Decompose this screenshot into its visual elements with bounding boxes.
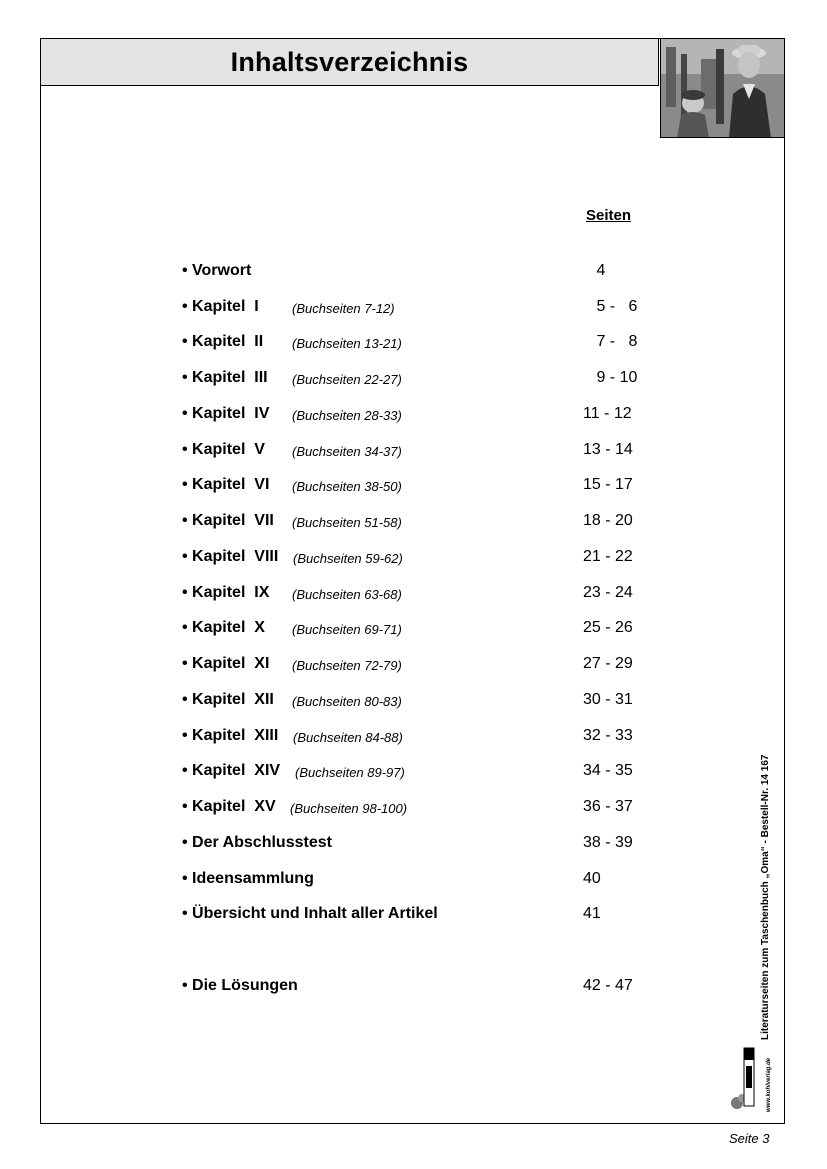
toc-label: • Kapitel X [182,619,265,636]
toc-book-pages: (Buchseiten 22-27) [292,372,402,387]
toc-pages: 15 - 17 [583,476,633,493]
toc-row [182,798,642,820]
toc-pages: 9 - 10 [592,369,638,386]
toc-label: • Kapitel V [182,441,265,458]
toc-label: • Kapitel VII [182,512,274,529]
toc-row [182,405,642,427]
toc-row [182,262,642,284]
toc-pages: 13 - 14 [583,441,633,458]
toc-pages: 4 [592,262,606,279]
toc-pages: 38 - 39 [583,834,633,851]
toc-row [182,870,642,892]
page-number: Seite 3 [729,1131,770,1146]
toc-label: • Kapitel XIII [182,727,279,744]
toc-book-pages: (Buchseiten 59-62) [293,551,403,566]
toc-book-pages: (Buchseiten 28-33) [292,408,402,423]
publisher-website: www.kohlverlag.de [766,1057,772,1112]
toc-row [182,476,642,498]
toc-label: • Kapitel XII [182,691,274,708]
toc-pages: 34 - 35 [583,762,633,779]
toc-book-pages: (Buchseiten 7-12) [292,301,395,316]
toc-row [182,762,642,784]
column-header-pages: Seiten [586,207,632,224]
toc-row [182,905,642,927]
toc-label: • Kapitel I [182,298,259,315]
toc-label: • Der Abschlusstest [182,834,332,851]
toc-pages: 18 - 20 [583,512,633,529]
toc-label: • Die Lösungen [182,977,298,994]
toc-pages: 42 - 47 [583,977,633,994]
toc-label: • Kapitel XV [182,798,276,815]
toc-row [182,655,642,677]
toc-label: • Ideensammlung [182,870,314,887]
toc-label: • Kapitel IX [182,584,270,601]
toc-row [182,727,642,749]
toc-book-pages: (Buchseiten 69-71) [292,622,402,637]
toc-pages: 40 [583,870,601,887]
toc-label: • Vorwort [182,262,252,279]
toc-pages: 36 - 37 [583,798,633,815]
toc-book-pages: (Buchseiten 13-21) [292,336,402,351]
toc-row [182,512,642,534]
toc-book-pages: (Buchseiten 38-50) [292,479,402,494]
toc-row [182,548,642,570]
toc-label: • Übersicht und Inhalt aller Artikel [182,905,438,922]
toc-book-pages: (Buchseiten 72-79) [292,658,402,673]
toc-row [182,977,642,999]
toc-row [182,691,642,713]
toc-row [182,619,642,641]
toc-book-pages: (Buchseiten 63-68) [292,587,402,602]
toc-label: • Kapitel VI [182,476,270,493]
toc-label: • Kapitel XIV [182,762,281,779]
toc-book-pages: (Buchseiten 84-88) [293,730,403,745]
toc-row [182,298,642,320]
toc-book-pages: (Buchseiten 98-100) [290,801,408,816]
publisher-order-note: Literaturseiten zum Taschenbuch „Oma“ - Bestell-Nr. 14 167 [760,754,771,1040]
toc-book-pages: (Buchseiten 34-37) [292,444,402,459]
toc-pages: 41 [583,905,601,922]
toc-label: • Kapitel III [182,369,268,386]
toc-row [182,584,642,606]
toc-book-pages: (Buchseiten 89-97) [295,765,405,780]
toc-pages: 21 - 22 [583,548,633,565]
toc-row [182,441,642,463]
toc-label: • Kapitel VIII [182,548,279,565]
toc-pages: 11 - 12 [583,405,632,422]
toc-label: • Kapitel XI [182,655,270,672]
toc-book-pages: (Buchseiten 80-83) [292,694,402,709]
toc-row [182,333,642,355]
toc-pages: 5 - 6 [592,298,638,315]
publisher-logo [728,1046,778,1116]
toc-pages: 7 - 8 [592,333,638,350]
toc-book-pages: (Buchseiten 51-58) [292,515,402,530]
toc-label: • Kapitel IV [182,405,270,422]
toc-pages: 25 - 26 [583,619,633,636]
toc-row [182,834,642,856]
toc-label: • Kapitel II [182,333,264,350]
page-title: Inhaltsverzeichnis [230,46,469,77]
toc-pages: 30 - 31 [583,691,633,708]
toc-pages: 23 - 24 [583,584,633,601]
toc-row [182,369,642,391]
toc-pages: 32 - 33 [583,727,633,744]
toc-pages: 27 - 29 [583,655,633,672]
